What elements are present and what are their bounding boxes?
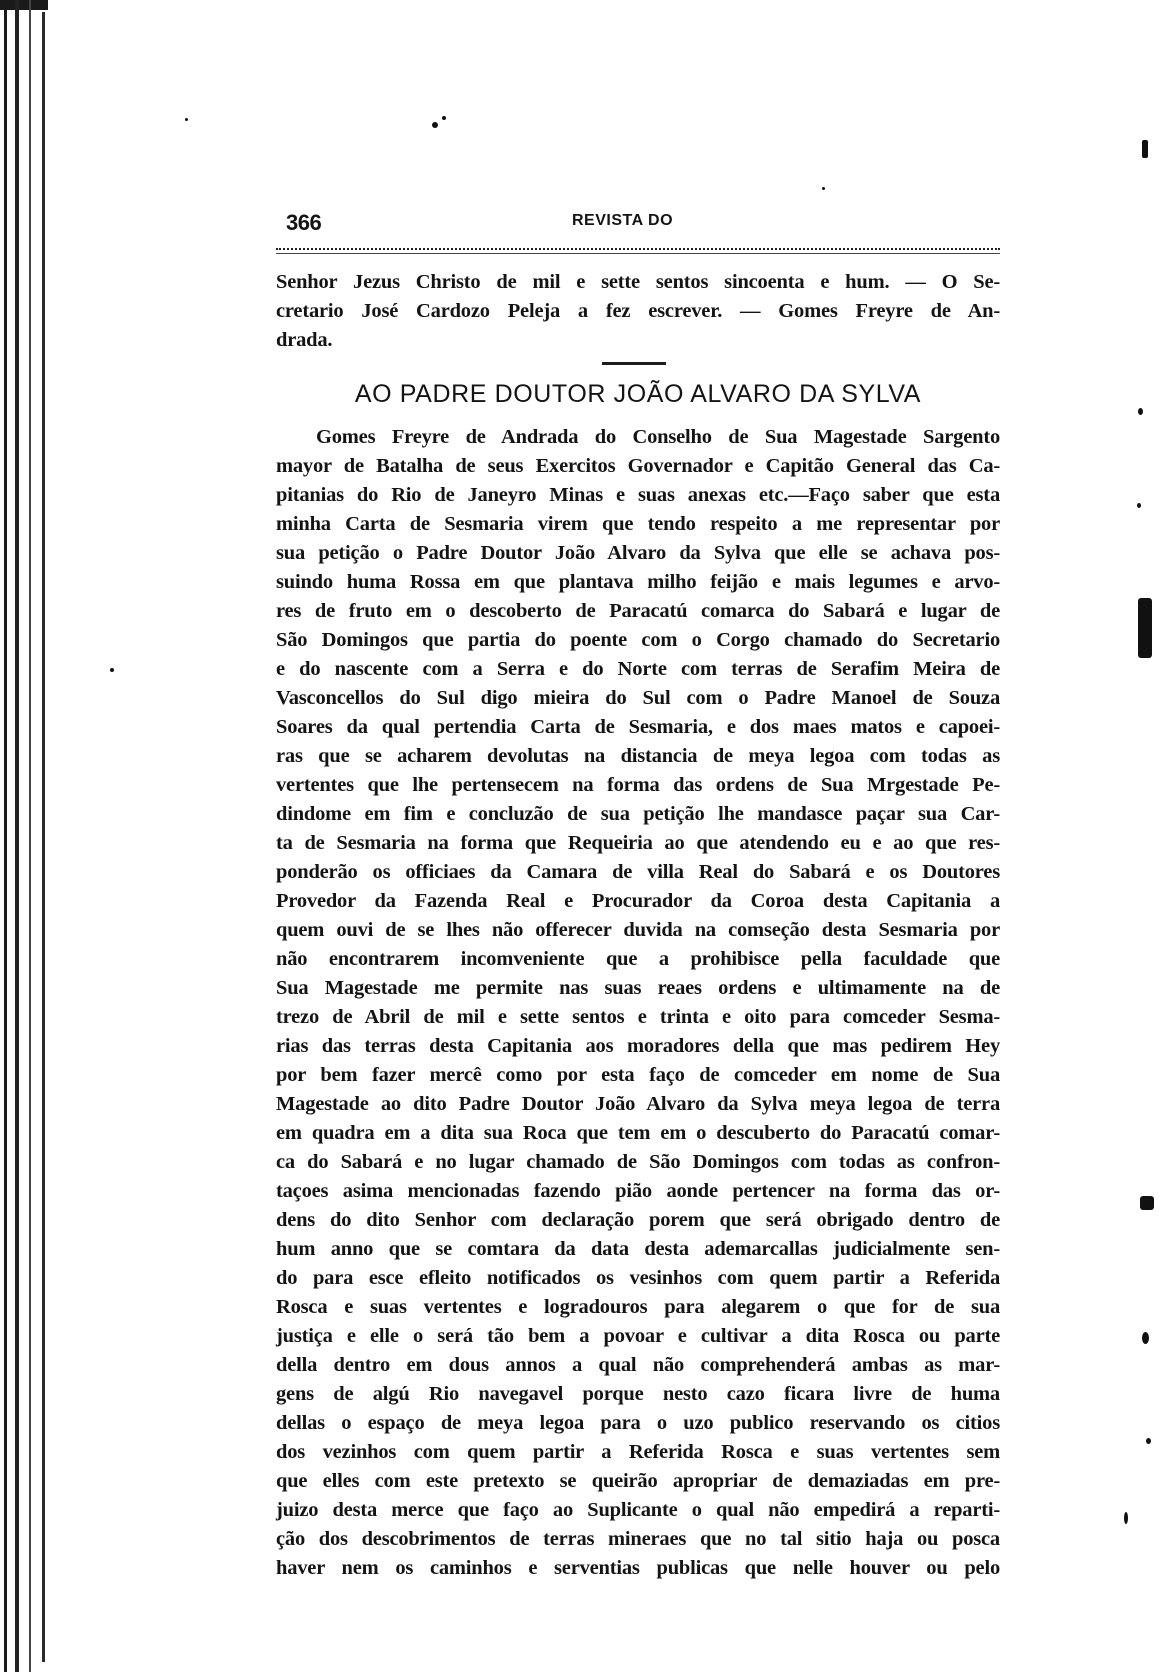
text-line: taçoes asima mencionadas fazendo pião aonde pertencer na forma das or- bbox=[276, 1180, 1000, 1202]
text-line: rias das terras desta Capitania aos moradores della que mas pedirem Hey bbox=[276, 1035, 1000, 1057]
text-line: drada. bbox=[276, 329, 333, 351]
text-line: Rosca e suas vertentes e logradouros para alegarem o que for de sua bbox=[276, 1296, 1000, 1318]
text-line: Soares da qual pertendia Carta de Sesmaria, e dos maes matos e capoei- bbox=[276, 716, 1000, 738]
text-line: ponderão os officiaes da Camara de villa Real do Sabará e os Doutores bbox=[276, 861, 1000, 883]
text-line: sua petição o Padre Doutor João Alvaro da Sylva que elle se achava pos- bbox=[276, 542, 1000, 564]
continuation-paragraph bbox=[276, 268, 1000, 355]
text-line: vertentes que lhe pertensecem na forma das ordens de Sua Mrgestade Pe- bbox=[276, 774, 1000, 796]
text-line: dindome em fim e concluzão de sua petição lhe mandasce paçar sua Car- bbox=[276, 803, 1000, 825]
text-line: ca do Sabará e no lugar chamado de São Domingos com todas as confron- bbox=[276, 1151, 1000, 1173]
text-line: cretario José Cardozo Peleja a fez escrever. — Gomes Freyre de An- bbox=[276, 300, 1000, 322]
text-line: Provedor da Fazenda Real e Procurador da Coroa desta Capitania a bbox=[276, 890, 1000, 912]
text-line: Vasconcellos do Sul digo mieira do Sul com o Padre Manoel de Souza bbox=[276, 687, 1000, 709]
text-line: quem ouvi de se lhes não offerecer duvida na comseção desta Sesmaria por bbox=[276, 919, 1000, 941]
text-line: justiça e elle o será tão bem a povoar e cultivar a dita Rosca ou parte bbox=[276, 1325, 1000, 1347]
text-line: Senhor Jezus Christo de mil e sette sentos sincoenta e hum. — O Se- bbox=[276, 271, 1000, 293]
text-line: juizo desta merce que faço ao Suplicante o qual não empedirá a reparti- bbox=[276, 1499, 1000, 1521]
section-separator bbox=[598, 359, 678, 369]
text-line: Magestade ao dito Padre Doutor João Alvaro da Sylva meya legoa de terra bbox=[276, 1093, 1000, 1115]
text-line: e do nascente com a Serra e do Norte com terras de Serafim Meira de bbox=[276, 658, 1000, 680]
header-rule bbox=[276, 248, 1000, 254]
text-line: trezo de Abril de mil e sette sentos e trinta e oito para comceder Sesma- bbox=[276, 1006, 1000, 1028]
grant-paragraph bbox=[276, 423, 1000, 1583]
text-line: minha Carta de Sesmaria virem que tendo respeito a me representar por bbox=[276, 513, 1000, 535]
page-binding-edge bbox=[0, 0, 48, 1672]
text-line: res de fruto em o descoberto de Paracatú comarca do Sabará e lugar de bbox=[276, 600, 1000, 622]
text-line: suindo huma Rossa em que plantava milho feijão e mais legumes e arvo- bbox=[276, 571, 1000, 593]
text-line: do para esce efleito notificados os vesinhos com quem partir a Referida bbox=[276, 1267, 1000, 1289]
text-line: gens de algú Rio navegavel porque nesto cazo ficara livre de huma bbox=[276, 1383, 1000, 1405]
text-line: dos vezinhos com quem partir a Referida Rosca e suas vertentes sem bbox=[276, 1441, 1000, 1463]
text-line: ta de Sesmaria na forma que Requeiria ao que atendendo eu e ao que res- bbox=[276, 832, 1000, 854]
text-line: ras que se acharem devolutas na distancia de meya legoa com todas as bbox=[276, 745, 1000, 767]
text-line: em quadra em a dita sua Roca que tem em o descuberto do Paracatú comar- bbox=[276, 1122, 1000, 1144]
page-header bbox=[276, 198, 1000, 238]
text-line: haver nem os caminhos e serventias publicas que nelle houver ou pelo bbox=[276, 1557, 1000, 1579]
text-line: della dentro em dous annos a qual não comprehenderá ambas as mar- bbox=[276, 1354, 1000, 1376]
text-line: dellas o espaço de meya legoa para o uzo publico reservando os citios bbox=[276, 1412, 1000, 1434]
text-line: ção dos descobrimentos de terras mineraes que no tal sitio haja ou posca bbox=[276, 1528, 1000, 1550]
page-text bbox=[276, 268, 1000, 1583]
text-line: por bem fazer mercê como por esta faço de comceder em nome de Sua bbox=[276, 1064, 1000, 1086]
text-line: São Domingos que partia do poente com o Corgo chamado do Secretario bbox=[276, 629, 1000, 651]
text-line: mayor de Batalha de seus Exercitos Governador e Capitão General das Ca- bbox=[276, 455, 1000, 477]
text-line: hum anno que se comtara da data desta ademarcallas judicialmente sen- bbox=[276, 1238, 1000, 1260]
text-line: Sua Magestade me permite nas suas reaes ordens e ultimamente na de bbox=[276, 977, 1000, 999]
section-heading: AO PADRE DOUTOR JOÃO ALVARO DA SYLVA bbox=[354, 380, 922, 408]
text-line: que elles com este pretexto se queirão apropriar de demaziadas em pre- bbox=[276, 1470, 1000, 1492]
text-line: dens do dito Senhor com declaração porem que será obrigado dentro de bbox=[276, 1209, 1000, 1231]
text-line: pitanias do Rio de Janeyro Minas e suas anexas etc.—Faço saber que esta bbox=[276, 484, 1000, 506]
text-line: não encontrarem incomveniente que a prohibisce pella faculdade que bbox=[276, 948, 1000, 970]
running-title: REVISTA DO bbox=[572, 212, 674, 229]
text-line: Gomes Freyre de Andrada do Conselho de Sua Magestade Sargento bbox=[316, 426, 1000, 448]
page-number: 366 bbox=[286, 210, 322, 235]
